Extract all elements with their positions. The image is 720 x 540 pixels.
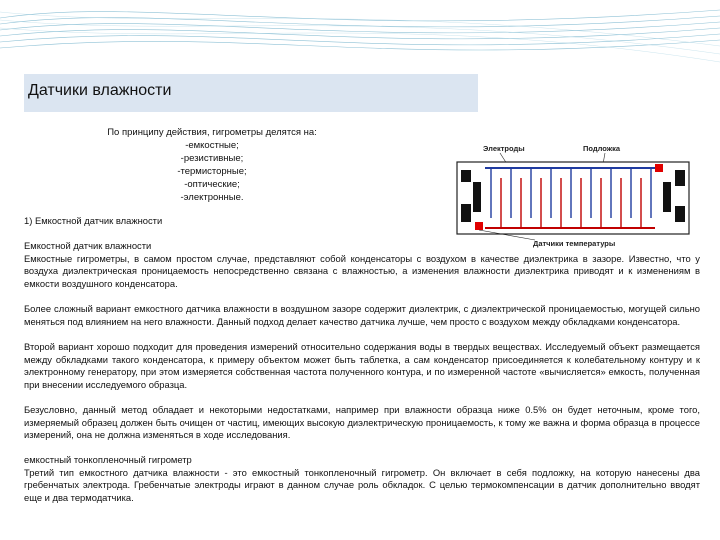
section-title: Емкостной датчик влажности: [24, 240, 152, 252]
paragraph: Более сложный вариант емкостного датчика влажности в воздушном зазоре содержит диэлектрик, с диэлектрической проницаемостью, могущей сильно меняться под влиянием на него влажности. Данный подход делает качество датчика лучше, чем просто с воздухом между обкладками конденсатора.: [24, 303, 700, 327]
label-substrate: Подложка: [583, 144, 621, 153]
principle-item: -термисторные;: [177, 166, 247, 177]
label-temp-sensors: Датчики температуры: [533, 239, 616, 248]
label-electrodes: Электроды: [483, 144, 525, 153]
paragraph: Емкостные гигрометры, в самом простом случае, представляют собой конденсаторы с воздухом в качестве диэлектрика в зазоре. Известно, что у воздуха диэлектрическая проницаемость непосредственно связана с влажностью, а изменения влажности диэлектрика приводят и к изменениям в емкости воздушного конденсатора.: [24, 252, 700, 289]
contact-pad: [675, 170, 685, 186]
principle-item: -емкостные;: [185, 140, 239, 151]
contact-pad: [473, 182, 481, 212]
paragraph: Второй вариант хорошо подходит для проведения измерений относительно содержания воды в твердых веществах. Исследуемый объект размещается между обкладками такого конденсатора, к примеру объектом может быть таблетка, а сам конденсатор присоединяется к колебательному контуру и к электронному генератору, при этом измеряется собственная частота полученного контура, и по измеренной частоте «вычисляется» емкость, полученная при внесении исследуемого образца.: [24, 340, 700, 390]
principle-item: -электронные.: [180, 192, 244, 203]
page-title: Датчики влажности: [28, 82, 172, 99]
principle-item: -резистивные;: [180, 153, 244, 164]
contact-pad: [663, 182, 671, 212]
paragraph: Безусловно, данный метод обладает и некоторыми недостатками, например при влажности образца ниже 0.5% он будет неточным, кроме того, измеряемый образец должен быть очищен от частиц, имеющих высокую диэлектрическую проницаемость, к тому же важна и форма образца в процессе измерений, она не должна изменяться в ходе исследования.: [24, 403, 700, 441]
section-title: емкостный тонкопленочный гигрометр: [24, 454, 192, 466]
principle-list: [72, 126, 352, 204]
contact-pad: [461, 170, 471, 182]
paragraph: Третий тип емкостного датчика влажности - это емкостный тонкопленочный гигрометр. Он включает в себя подложку, на которую нанесены два гребенчатых электрода. Гребенчатые электроды играют в данном случае роль обкладок. С целью термокомпенсации в датчик дополнительно вводят еще и два термодатчика.: [24, 466, 700, 504]
body-text: [24, 215, 700, 517]
temp-sensor: [655, 164, 663, 172]
principle-intro: По принципу действия, гигрометры делятся на:: [107, 127, 317, 138]
principle-item: -оптические;: [184, 179, 240, 190]
title-bar: [24, 74, 478, 112]
section-heading: 1) Емкостной датчик влажности: [24, 215, 163, 226]
